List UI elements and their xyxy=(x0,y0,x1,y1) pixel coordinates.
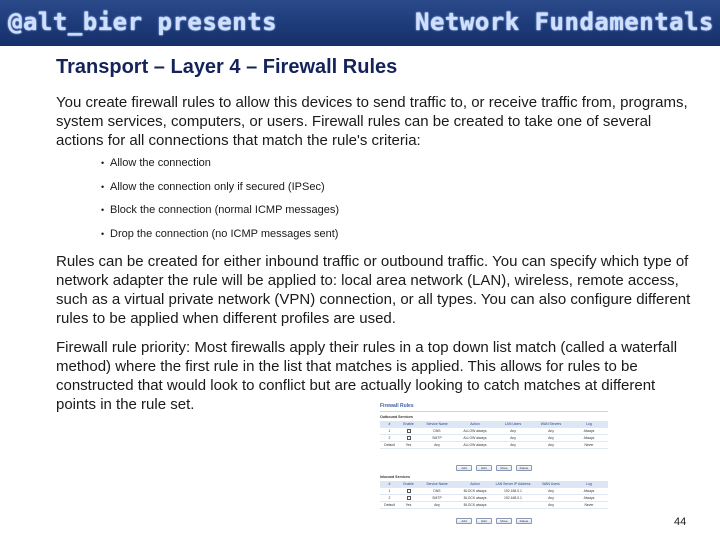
inbound-button-row xyxy=(376,518,612,524)
column-header: Service Name xyxy=(426,482,448,486)
outbound-services-label: Outbound Services xyxy=(380,415,413,419)
bullet-item: • Allow the connection only if secured (IPSec) xyxy=(101,181,339,193)
edit-button[interactable]: Edit xyxy=(476,465,492,471)
intro-paragraph: You create firewall rules to allow this devices to send traffic to, or receive traffic from, programs, system services, computers, or users. Firewall rules can be created to take one of several actions for all connections that match the rule's criteria: xyxy=(56,94,688,149)
enable-checkbox[interactable] xyxy=(399,429,418,434)
table-cell: Never xyxy=(584,443,594,447)
column-header: # xyxy=(388,482,391,486)
table-cell: BLOCK always xyxy=(463,496,487,500)
slide-title: Transport – Layer 4 – Firewall Rules xyxy=(56,56,398,78)
table-cell: Any xyxy=(548,429,554,433)
table-cell: Always xyxy=(583,429,595,433)
edit-button[interactable]: Edit xyxy=(476,518,492,524)
table-cell: Yes xyxy=(405,503,412,507)
outbound-button-row xyxy=(376,465,612,471)
table-cell: 2 xyxy=(388,436,391,440)
divider xyxy=(380,411,608,412)
table-cell: ALLOW always xyxy=(463,436,487,440)
table-cell: 1 xyxy=(388,489,391,493)
table-cell: 1 xyxy=(388,429,391,433)
bullet-item: • Allow the connection xyxy=(101,157,339,169)
header-banner xyxy=(0,0,720,46)
bullet-item: • Drop the connection (no ICMP messages sent) xyxy=(101,228,339,240)
firewall-rules-screenshot xyxy=(376,402,612,526)
table-row[interactable] xyxy=(380,428,608,435)
table-row[interactable] xyxy=(380,442,608,449)
table-cell: Any xyxy=(548,436,554,440)
table-row[interactable] xyxy=(380,488,608,495)
column-header: Action xyxy=(470,422,480,426)
column-header: LAN Server IP Address xyxy=(495,482,531,486)
firewall-screenshot-title: Firewall Rules xyxy=(380,403,414,409)
inbound-services-label: Inbound Services xyxy=(380,475,410,479)
table-cell: Any xyxy=(434,503,440,507)
table-cell: DNS xyxy=(433,429,441,433)
move-button[interactable]: Move xyxy=(496,518,512,524)
table-cell: Any xyxy=(548,503,554,507)
column-header: Action xyxy=(470,482,480,486)
enable-checkbox[interactable] xyxy=(399,489,418,494)
add-button[interactable]: Add xyxy=(456,518,472,524)
table-cell: 2 xyxy=(388,496,391,500)
table-cell: BLOCK always xyxy=(463,489,487,493)
table-row[interactable] xyxy=(380,435,608,442)
bullet-item: • Block the connection (normal ICMP messages) xyxy=(101,204,339,216)
table-cell: Any xyxy=(510,429,516,433)
presenter-banner-text: @alt_bier presents xyxy=(8,8,278,36)
column-header: Log xyxy=(586,482,592,486)
table-cell: Yes xyxy=(405,443,412,447)
inbound-rules-table xyxy=(380,481,608,509)
table-header-row xyxy=(380,481,608,488)
column-header: Enable xyxy=(403,482,414,486)
table-row[interactable] xyxy=(380,502,608,509)
enable-checkbox[interactable] xyxy=(399,496,418,501)
table-cell: 192.168.0.1 xyxy=(504,489,522,493)
column-header: WAN Servers xyxy=(540,422,562,426)
priority-paragraph: Firewall rule priority: Most firewalls apply their rules in a top down list match (called a waterfall method) where the first rule in the list that matches is applied. This allows for rules to be constructed that would look to conflict but are actually looking to catch matches at different points in the rule set. xyxy=(56,339,678,413)
table-cell: Any xyxy=(510,443,516,447)
rules-paragraph: Rules can be created for either inbound traffic or outbound traffic. You can specify which type of network adapter the rule will be applied to: local area network (LAN), wireless, remote access, such as a virtual private network (VPN) connection, or all types. You can also configure different rules to be applied when different profiles are used. xyxy=(56,253,691,327)
enable-checkbox[interactable] xyxy=(399,436,418,441)
table-cell: DNS xyxy=(433,489,441,493)
add-button[interactable]: Add xyxy=(456,465,472,471)
table-cell: ALLOW always xyxy=(463,443,487,447)
course-banner-text: Network Fundamentals xyxy=(415,8,714,36)
action-bullet-list xyxy=(101,157,339,251)
delete-button[interactable]: Delete xyxy=(516,518,532,524)
table-cell: Always xyxy=(583,436,595,440)
outbound-rules-table xyxy=(380,421,608,449)
table-cell: Default xyxy=(384,503,395,507)
table-cell: Any xyxy=(548,496,554,500)
column-header: Service Name xyxy=(426,422,448,426)
table-row[interactable] xyxy=(380,495,608,502)
column-header: Log xyxy=(586,422,592,426)
table-cell: Any xyxy=(548,443,554,447)
move-button[interactable]: Move xyxy=(496,465,512,471)
table-cell: Always xyxy=(583,496,595,500)
delete-button[interactable]: Delete xyxy=(516,465,532,471)
table-cell: Any xyxy=(434,443,440,447)
column-header: Enable xyxy=(403,422,414,426)
column-header: LAN Users xyxy=(504,422,522,426)
table-cell: SMTP xyxy=(432,496,442,500)
page-number: 44 xyxy=(674,516,687,528)
table-header-row xyxy=(380,421,608,428)
table-cell: SMTP xyxy=(432,436,442,440)
column-header: # xyxy=(388,422,391,426)
table-cell: 192.168.0.1 xyxy=(504,496,522,500)
table-cell: Any xyxy=(510,436,516,440)
table-cell: ALLOW always xyxy=(463,429,487,433)
table-cell: BLOCK always xyxy=(463,503,487,507)
table-cell: Default xyxy=(384,443,395,447)
table-cell: Always xyxy=(583,489,595,493)
table-cell: Any xyxy=(548,489,554,493)
table-cell: Never xyxy=(584,503,594,507)
column-header: WAN Users xyxy=(542,482,560,486)
